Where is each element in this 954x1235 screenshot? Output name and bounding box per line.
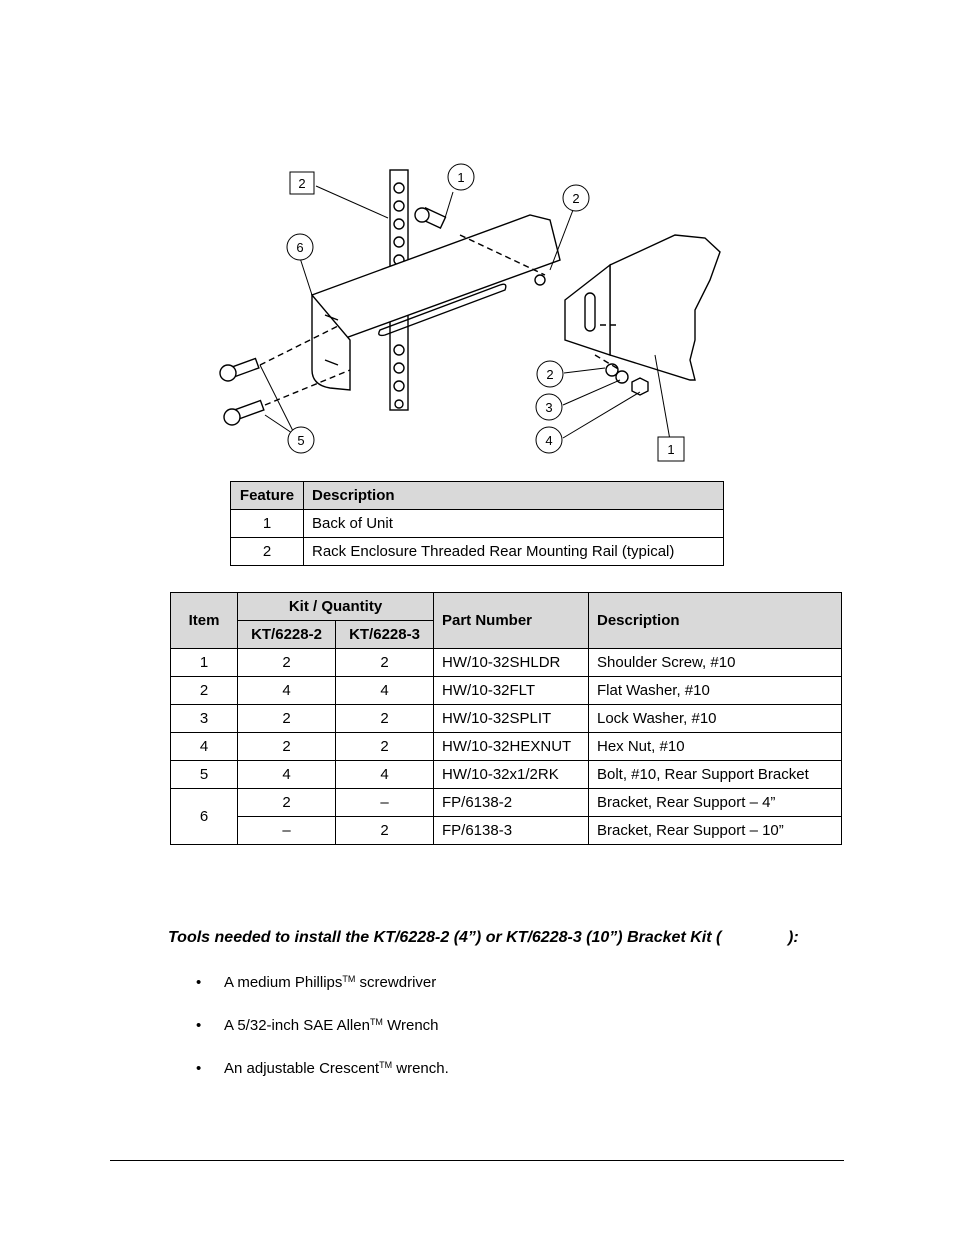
table-row: [171, 761, 842, 789]
item-cell: 3: [171, 705, 238, 733]
kit-b-header: KT/6228-3: [336, 621, 434, 649]
part-description-cell: Bracket, Rear Support – 4”: [589, 789, 842, 817]
callout-1-top: 1: [457, 170, 465, 185]
qty-b-cell: 2: [336, 817, 434, 845]
feature-cell: 2: [231, 538, 304, 566]
qty-b-cell: 2: [336, 649, 434, 677]
part-number-cell: HW/10-32SHLDR: [434, 649, 589, 677]
feature-header: Feature: [231, 482, 304, 510]
back-of-unit: [565, 235, 720, 380]
tool-text-suffix: Wrench: [382, 1017, 439, 1034]
parts-table: [170, 592, 842, 845]
qty-b-cell: 4: [336, 677, 434, 705]
part-number-cell: FP/6138-3: [434, 817, 589, 845]
callout-4: 4: [545, 433, 553, 448]
qty-b-cell: 4: [336, 761, 434, 789]
qty-b-cell: 2: [336, 733, 434, 761]
kit-a-header: KT/6228-2: [238, 621, 336, 649]
qty-b-cell: –: [336, 789, 434, 817]
bullet-icon: •: [196, 1060, 202, 1077]
tool-text: An adjustable Crescent: [224, 1060, 380, 1077]
table-row: [231, 510, 724, 538]
footer-rule: [110, 1160, 844, 1161]
table-row: [171, 733, 842, 761]
part-description-cell: Bracket, Rear Support – 10”: [589, 817, 842, 845]
table-row: [171, 677, 842, 705]
callout-box-2: 2: [298, 176, 306, 191]
part-number-cell: HW/10-32FLT: [434, 677, 589, 705]
feature-cell: 1: [231, 510, 304, 538]
item-cell: 1: [171, 649, 238, 677]
tool-text: A medium Phillips: [224, 974, 343, 991]
description-header: Description: [304, 482, 724, 510]
description-cell: Rack Enclosure Threaded Rear Mounting Rail (typical): [304, 538, 724, 566]
list-item: [196, 1060, 449, 1103]
qty-a-cell: 2: [238, 705, 336, 733]
qty-a-cell: 2: [238, 789, 336, 817]
table-row: [171, 789, 842, 817]
list-item: [196, 1017, 449, 1060]
tools-list: [196, 974, 449, 1103]
table-row: [171, 649, 842, 677]
qty-a-cell: 4: [238, 677, 336, 705]
callout-3: 3: [545, 400, 553, 415]
table-row: [171, 817, 842, 845]
rear-support-bracket: [312, 215, 560, 390]
callout-box-1: 1: [667, 442, 675, 457]
part-number-cell: FP/6138-2: [434, 789, 589, 817]
list-item: [196, 974, 449, 1017]
item-cell: 4: [171, 733, 238, 761]
callout-5: 5: [297, 433, 305, 448]
part-number-cell: HW/10-32HEXNUT: [434, 733, 589, 761]
table-row: [171, 705, 842, 733]
part-description-header: Description: [589, 593, 842, 649]
trademark-mark: TM: [369, 1017, 383, 1027]
part-description-cell: Shoulder Screw, #10: [589, 649, 842, 677]
item-cell: 5: [171, 761, 238, 789]
feature-table: [230, 481, 724, 566]
part-number-cell: HW/10-32SPLIT: [434, 705, 589, 733]
qty-a-cell: –: [238, 817, 336, 845]
table-row: [231, 538, 724, 566]
part-description-cell: Hex Nut, #10: [589, 733, 842, 761]
part-description-cell: Flat Washer, #10: [589, 677, 842, 705]
callout-2-bottom: 2: [546, 367, 554, 382]
item-cell: 6: [171, 789, 238, 845]
part-description-cell: Lock Washer, #10: [589, 705, 842, 733]
qty-a-cell: 2: [238, 649, 336, 677]
tool-text-suffix: screwdriver: [355, 974, 437, 991]
bullet-icon: •: [196, 974, 202, 991]
kit-quantity-header: Kit / Quantity: [238, 593, 434, 621]
tool-text: A 5/32-inch SAE Allen: [224, 1017, 370, 1034]
callout-6: 6: [296, 240, 304, 255]
bracket-assembly-diagram: [200, 160, 740, 470]
trademark-mark: TM: [342, 974, 356, 984]
description-cell: Back of Unit: [304, 510, 724, 538]
callout-2-top: 2: [572, 191, 580, 206]
bullet-icon: •: [196, 1017, 202, 1034]
qty-a-cell: 4: [238, 761, 336, 789]
part-description-cell: Bolt, #10, Rear Support Bracket: [589, 761, 842, 789]
tools-heading: Tools needed to install the KT/6228-2 (4”) or KT/6228-3 (10”) Bracket Kit ( ):: [168, 929, 799, 946]
item-header: Item: [171, 593, 238, 649]
trademark-mark: TM: [379, 1060, 393, 1070]
part-number-header: Part Number: [434, 593, 589, 649]
item-cell: 2: [171, 677, 238, 705]
tool-text-suffix: wrench.: [392, 1060, 449, 1077]
part-number-cell: HW/10-32x1/2RK: [434, 761, 589, 789]
qty-b-cell: 2: [336, 705, 434, 733]
qty-a-cell: 2: [238, 733, 336, 761]
